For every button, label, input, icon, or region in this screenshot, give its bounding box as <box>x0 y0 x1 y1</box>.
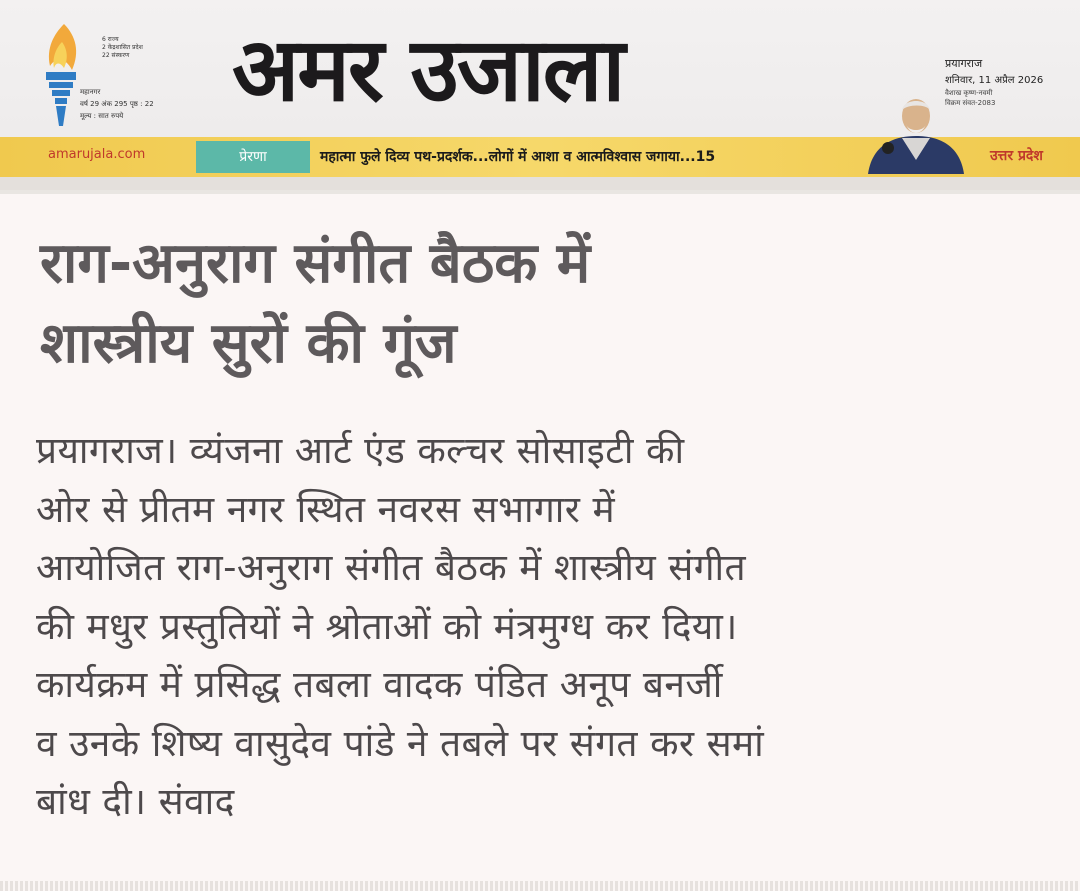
body-line: आयोजित राग-अनुराग संगीत बैठक में शास्त्रीय संगीत <box>36 546 746 589</box>
region-label: उत्तर प्रदेश <box>990 148 1043 164</box>
headline-line: राग-अनुराग संगीत बैठक में <box>40 231 591 296</box>
speaker-photo-icon <box>858 90 968 174</box>
body-line: कार्यक्रम में प्रसिद्ध तबला वादक पंडित अनूप बनर्जी <box>36 663 723 706</box>
masthead-bottom-edge <box>0 177 1080 190</box>
body-line: व उनके शिष्य वासुदेव पांडे ने तबले पर संगत कर समां <box>36 721 765 765</box>
article-headline <box>40 224 740 384</box>
body-line: ओर से प्रीतम नगर स्थित नवरस सभागार में <box>36 487 615 531</box>
tithi: वैशाख कृष्ण-नवमी <box>945 89 993 97</box>
torch-logo-icon <box>36 18 86 130</box>
issue-info <box>80 86 154 122</box>
edition-city: प्रयागराज <box>945 57 983 70</box>
issue-price: मूल्य : सात रुपये <box>80 112 124 120</box>
issue-volume: वर्ष 29 अंक 295 पृष्ठ : 22 <box>80 100 154 108</box>
edition-date: शनिवार, 11 अप्रैल 2026 <box>945 75 1044 86</box>
website-link[interactable]: amarujala.com <box>48 147 146 162</box>
edition-states: 6 राज्य <box>102 36 119 43</box>
teaser-headline: महात्मा फुले दिव्य पथ-प्रदर्शक...लोगों में आशा व आत्मविश्वास जगाया...15 <box>320 149 716 165</box>
vikram-samvat: विक्रम संवत-2083 <box>945 99 996 107</box>
edition-uts: 2 केंद्रशासित प्रदेश <box>102 44 143 51</box>
news-clipping <box>0 194 1080 891</box>
issue-edition-type: महानगर <box>80 88 101 96</box>
body-line: प्रयागराज। व्यंजना आर्ट एंड कल्चर सोसाइटी की <box>36 429 685 472</box>
body-line: की मधुर प्रस्तुतियों ने श्रोताओं को मंत्रमुग्ध कर दिया। <box>36 604 738 648</box>
body-line: बांध दी। संवाद <box>36 780 235 823</box>
article-body <box>36 422 1041 832</box>
section-tag: प्रेरणा <box>196 141 310 173</box>
headline-line: शास्त्रीय सुरों की गूंज <box>40 311 457 376</box>
editions-info <box>98 36 143 60</box>
edition-count: 22 संस्करण <box>102 52 130 59</box>
newspaper-title: अमर उजाला <box>232 18 624 121</box>
newspaper-masthead <box>0 0 1080 190</box>
